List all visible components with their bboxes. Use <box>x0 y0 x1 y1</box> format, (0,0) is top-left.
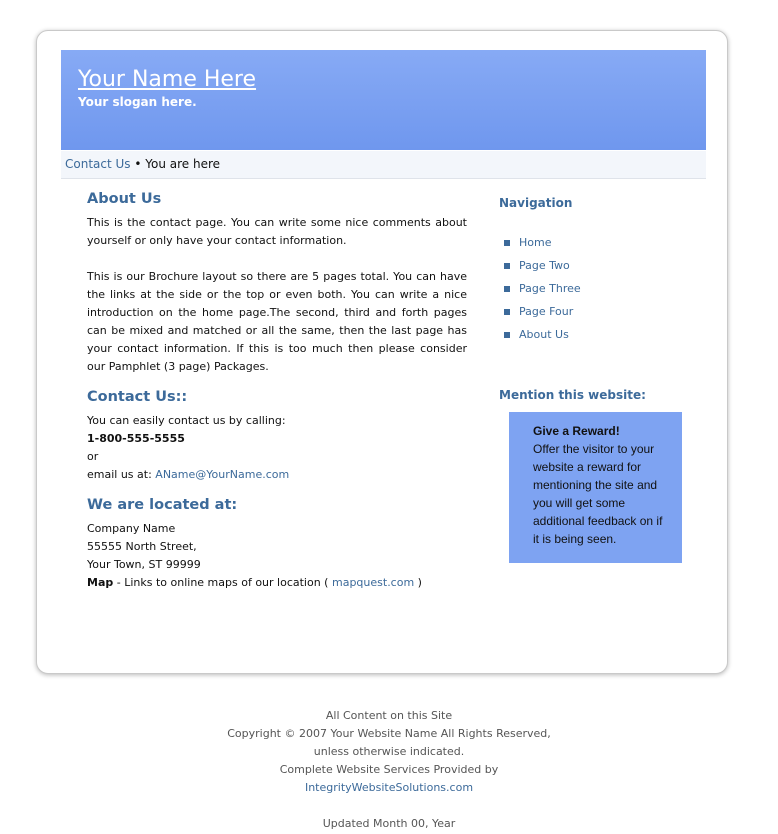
email-link[interactable]: AName@YourName.com <box>155 468 290 481</box>
nav-link-about-us[interactable]: About Us <box>519 328 569 341</box>
breadcrumb-current: You are here <box>145 157 221 171</box>
square-bullet-icon <box>504 332 510 338</box>
email-line <box>87 466 467 484</box>
site-header <box>61 50 706 150</box>
square-bullet-icon <box>504 309 510 315</box>
map-close: ) <box>414 576 422 589</box>
breadcrumb <box>61 151 706 179</box>
footer-provider-link[interactable]: IntegrityWebsiteSolutions.com <box>304 781 474 794</box>
reward-text: Offer the visitor to your website a reward for mentioning the site and you will get some additional feedback on if it is being seen. <box>533 442 663 546</box>
company-name: Company Name <box>87 522 176 535</box>
city-address: Your Town, ST 99999 <box>87 558 201 571</box>
nav-link-page-three[interactable]: Page Three <box>519 282 581 295</box>
nav-link-home[interactable]: Home <box>519 236 552 249</box>
email-label: email us at: <box>87 468 156 481</box>
square-bullet-icon <box>504 263 510 269</box>
contact-intro: You can easily contact us by calling: <box>87 414 286 427</box>
about-paragraph-1: This is the contact page. You can write some nice comments about yourself or only have your contact information. <box>87 216 467 247</box>
mapquest-link[interactable]: mapquest.com <box>331 576 415 589</box>
reward-box <box>509 412 682 563</box>
mention-heading: Mention this website: <box>499 388 646 402</box>
site-footer <box>0 707 778 833</box>
nav-item-home[interactable] <box>504 234 581 257</box>
footer-copyright: Copyright © 2007 Your Website Name All Rights Reserved, <box>227 727 551 740</box>
map-text: - Links to online maps of our location ( <box>113 576 332 589</box>
nav-link-page-four[interactable]: Page Four <box>519 305 574 318</box>
nav-link-page-two[interactable]: Page Two <box>519 259 570 272</box>
footer-line-3: unless otherwise indicated. <box>313 745 465 758</box>
nav-item-page-three[interactable] <box>504 280 581 303</box>
site-name-link[interactable]: Your Name Here <box>78 67 257 92</box>
footer-line-4: Complete Website Services Provided by <box>279 763 499 776</box>
breadcrumb-separator: • <box>130 157 146 171</box>
site-slogan: Your slogan here. <box>78 95 197 109</box>
nav-item-page-two[interactable] <box>504 257 581 280</box>
street-address: 55555 North Street, <box>87 540 197 553</box>
about-heading: About Us <box>87 191 162 207</box>
breadcrumb-link-contact[interactable]: Contact Us <box>65 157 131 171</box>
phone-number: 1-800-555-5555 <box>87 432 185 445</box>
nav-item-page-four[interactable] <box>504 303 581 326</box>
sidebar <box>499 191 689 546</box>
square-bullet-icon <box>504 240 510 246</box>
main-content <box>87 187 467 592</box>
navigation-list <box>504 234 581 349</box>
page-card <box>36 30 728 674</box>
footer-line-1: All Content on this Site <box>325 709 453 722</box>
square-bullet-icon <box>504 286 510 292</box>
map-line <box>87 574 467 592</box>
about-paragraph-2: This is our Brochure layout so there are 5 pages total. You can have the links at the side or the top or even both. You can write a nice introduction on the home page.The second, third and forth pages can be mixed and matched or all the same, then the last page has your contact information. If this is too much then please consider our Pamphlet (3 page) Packages. <box>87 270 467 373</box>
location-heading: We are located at: <box>87 497 238 513</box>
contact-heading: Contact Us:: <box>87 389 188 405</box>
reward-title: Give a Reward! <box>533 424 620 438</box>
navigation-heading: Navigation <box>499 196 573 210</box>
map-label: Map <box>87 576 114 589</box>
or-text: or <box>87 450 99 463</box>
nav-item-about-us[interactable] <box>504 326 581 349</box>
footer-updated: Updated Month 00, Year <box>322 817 456 830</box>
